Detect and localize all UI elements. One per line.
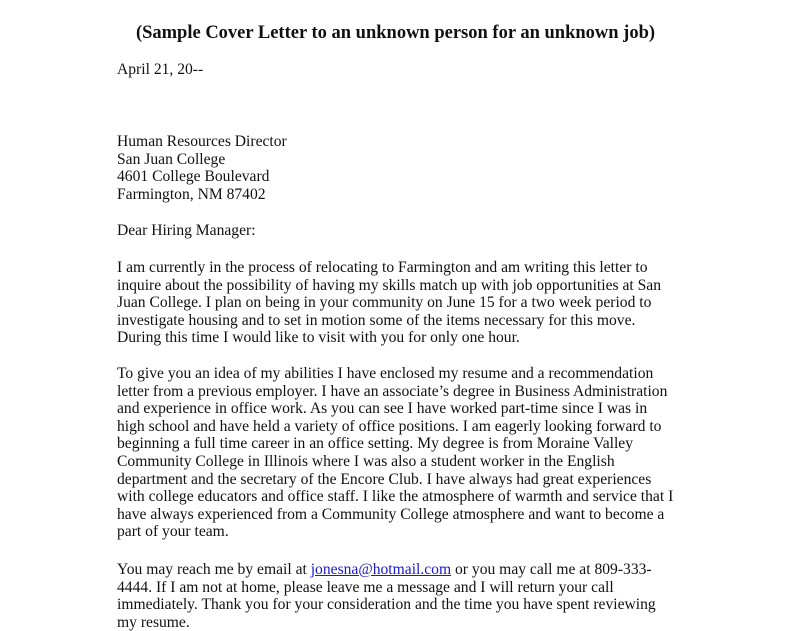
paragraph-line: letter from a previous employer. I have an associate’s degree in Business Administration bbox=[117, 382, 668, 400]
address-line: Farmington, NM 87402 bbox=[117, 185, 266, 203]
address-line: 4601 College Boulevard bbox=[117, 168, 270, 186]
paragraph-2 bbox=[117, 365, 673, 541]
paragraph-line: immediately. Thank you for your consideration and the time you have spent reviewing bbox=[117, 596, 656, 614]
paragraph-line: To give you an idea of my abilities I have enclosed my resume and a recommendation bbox=[117, 365, 654, 382]
paragraph-line: During this time I would like to visit with you for only one hour. bbox=[117, 329, 520, 347]
page-title: (Sample Cover Letter to an unknown person for an unknown job) bbox=[135, 23, 656, 43]
paragraph-line bbox=[117, 561, 656, 579]
paragraph-line: investigate housing and to set in motion some of the items necessary for this move. bbox=[117, 311, 636, 329]
paragraph-line: department and the secretary of the Encore Club. I have always had great experiences bbox=[117, 470, 652, 488]
paragraph-line: Juan College. I plan on being in your community on June 15 for a two week period to bbox=[117, 294, 652, 312]
paragraph-line: beginning a full time career in an office setting. My degree is from Moraine Valley bbox=[117, 435, 634, 453]
paragraph-line: my resume. bbox=[117, 613, 190, 631]
paragraph-line: have always experienced from a Community College atmosphere and want to become a bbox=[117, 505, 665, 523]
recipient-address bbox=[117, 133, 287, 203]
paragraph-1 bbox=[117, 259, 661, 347]
paragraph-line: part of your team. bbox=[117, 523, 229, 541]
address-line: Human Resources Director bbox=[117, 133, 287, 150]
paragraph-line: 4444. If I am not at home, please leave me a message and I will return your call bbox=[117, 578, 614, 596]
paragraph-line: Community College in Illinois where I was also a student worker in the English bbox=[117, 452, 615, 470]
paragraph-3 bbox=[117, 561, 656, 631]
paragraph-line: inquire about the possibility of having my skills match up with job opportunities at San bbox=[117, 276, 661, 294]
salutation: Dear Hiring Manager: bbox=[117, 222, 256, 239]
address-line: San Juan College bbox=[117, 150, 226, 168]
paragraph-line: I am currently in the process of relocating to Farmington and am writing this letter to bbox=[117, 259, 648, 276]
paragraph-line: with college educators and office staff. I like the atmosphere of warmth and service that I bbox=[117, 488, 674, 506]
contact-text: or you may call me at 809-333- bbox=[451, 561, 652, 578]
letter-date: April 21, 20-- bbox=[117, 61, 204, 78]
contact-text: You may reach me by email at bbox=[117, 561, 311, 578]
paragraph-line: and experience in office work. As you can see I have worked part-time since I was in bbox=[117, 400, 648, 418]
email-link[interactable]: jonesna@hotmail.com bbox=[310, 561, 452, 578]
paragraph-line: high school and have held a variety of office positions. I am eagerly looking forward to bbox=[117, 417, 662, 435]
